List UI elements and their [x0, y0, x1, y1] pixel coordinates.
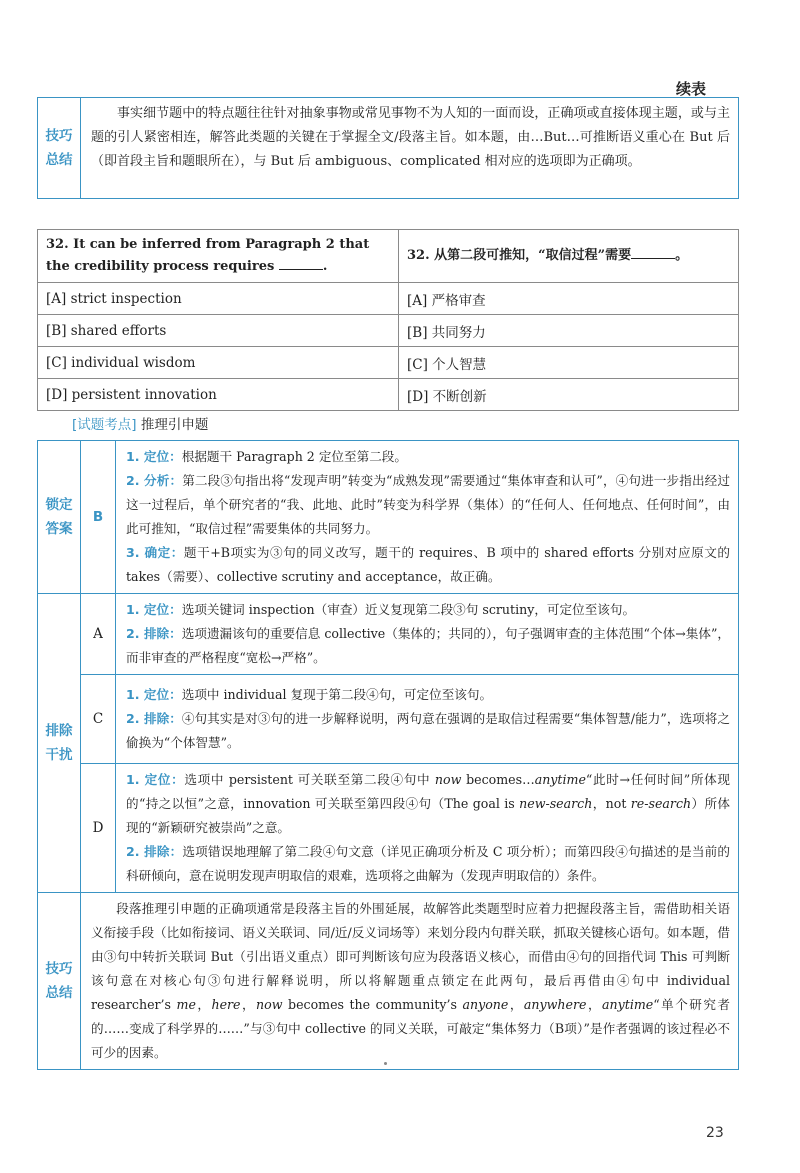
answer-blank: [631, 246, 675, 259]
option-letter: C: [81, 675, 116, 764]
option-row: [38, 315, 739, 347]
tip-summary-label: 技巧 总结: [38, 893, 81, 1070]
option-zh: [D] 不断创新: [399, 379, 739, 411]
option-letter: A: [81, 594, 116, 675]
option-c-analysis: 1. 定位：选项中 individual 复现于第二段④句，可定位至该句。 2. 排除：④句其实是对③句的进一步解释说明，两句意在强调的是取信过程需要“集体智慧/能力”，选项将之偷换为“个体智慧”。: [116, 675, 739, 764]
question-stem-en: 32. It can be inferred from Paragraph 2 that the credibility process requires .: [38, 230, 399, 283]
tip-summary-row: [38, 893, 739, 1070]
tip-summary-box-top: [37, 97, 739, 199]
option-en: [C] individual wisdom: [38, 347, 399, 379]
exclude-distractor-label: 排除 干扰: [38, 594, 81, 893]
option-row: [38, 379, 739, 411]
option-row: [38, 283, 739, 315]
option-letter: D: [81, 764, 116, 893]
lock-answer-row: [38, 441, 739, 594]
decorative-dot: [384, 1062, 387, 1065]
exclude-option-a-row: [38, 594, 739, 675]
lock-answer-label: 锁定 答案: [38, 441, 81, 594]
exclude-option-d-row: [38, 764, 739, 893]
question-type-text: 推理引申题: [140, 417, 209, 433]
option-a-analysis: 1. 定位：选项关键词 inspection（审查）近义复现第二段③句 scrutiny，可定位至该句。 2. 排除：选项遗漏该句的重要信息 collective（集体的；共同的），句子强调审查的主体范围“个体→集体”，而非审查的严格程度“宽松→严格”。: [116, 594, 739, 675]
option-row: [38, 347, 739, 379]
option-en: [A] strict inspection: [38, 283, 399, 315]
answer-blank: [279, 257, 323, 270]
tip-summary-text: 段落推理引申题的正确项通常是段落主旨的外围延展，故解答此类题型时应着力把握段落主旨，需借助相关语义衔接手段（比如衔接词、语义关联词、同/近/反义词场等）来划分段内句群关联，抓取关键核心语句。如本题，借由③句中转折关联词 But（引出语义重点）即可判断该句应为段落语义核心，而借由④句的回指代词 This 可判断该句意在对核心句③句进行解释说明，所以将解题重点锁定在此两句，最后再借由④句中 individual researcher’s me，here，now becomes the community’s anyone，anywhere，anytime“单个研究者的……变成了科学界的……”与③句中 collective 的同义关联，可敲定“集体努力（B项）”是作者强调的该过程必不可少的因素。: [81, 893, 739, 1070]
question-table: [37, 229, 739, 411]
question-stem-row: [38, 230, 739, 283]
question-type-line: [72, 413, 208, 433]
tip-summary-label: 技巧 总结: [45, 128, 73, 168]
lock-answer-analysis: 1. 定位：根据题干 Paragraph 2 定位至第二段。 2. 分析：第二段③句指出将“发现声明”转变为“成熟发现”需要通过“集体审查和认可”，④句进一步指出经过这一过程后，单个研究者的“我、此地、此时”转变为科学界（集体）的“任何人、任何地点、任何时间”，由此可推知，“取信过程”需要集体的共同努力。 3. 确定：题干+B项实为③句的同义改写，题干的 requires、B 项中的 shared efforts 分别对应原文的 takes（需要）、collective scrutiny and acceptance，故正确。: [116, 441, 739, 594]
option-d-analysis: 1. 定位：选项中 persistent 可关联至第二段④句中 now becomes…anytime“此时→任何时间”所体现的“持之以恒”之意，innovation 可关联至第四段④句（The goal is new-search，not re-search）所体现的“新颖研究被崇尚”之意。 2. 排除：选项错误地理解了第二段④句文意（详见正确项分析及 C 项分析）；而第四段④句描述的是当前的科研倾向，意在说明发现声明取信的艰难，选项将之曲解为（发现声明取信的）条件。: [116, 764, 739, 893]
option-zh: [C] 个人智慧: [399, 347, 739, 379]
continued-label: 续表: [676, 80, 707, 98]
exclude-option-c-row: [38, 675, 739, 764]
analysis-table: [37, 440, 739, 1070]
option-en: [B] shared efforts: [38, 315, 399, 347]
option-zh: [A] 严格审查: [399, 283, 739, 315]
tip-summary-text: 事实细节题中的特点题往往针对抽象事物或常见事物不为人知的一面而设，正确项或直接体现主题，或与主题的引人紧密相连，解答此类题的关键在于掌握全文/段落主旨。如本题，由…But…可推断语义重心在 But 后（即首段主旨和题眼所在），与 But 后 ambiguous、complicated 相对应的选项即为正确项。: [80, 98, 738, 198]
option-en: [D] persistent innovation: [38, 379, 399, 411]
question-type-tag: [试题考点]: [72, 417, 137, 433]
page-number: 23: [706, 1125, 724, 1141]
question-stem-zh: 32. 从第二段可推知，“取信过程”需要 。: [399, 230, 739, 283]
option-zh: [B] 共同努力: [399, 315, 739, 347]
correct-answer: B: [81, 441, 116, 594]
